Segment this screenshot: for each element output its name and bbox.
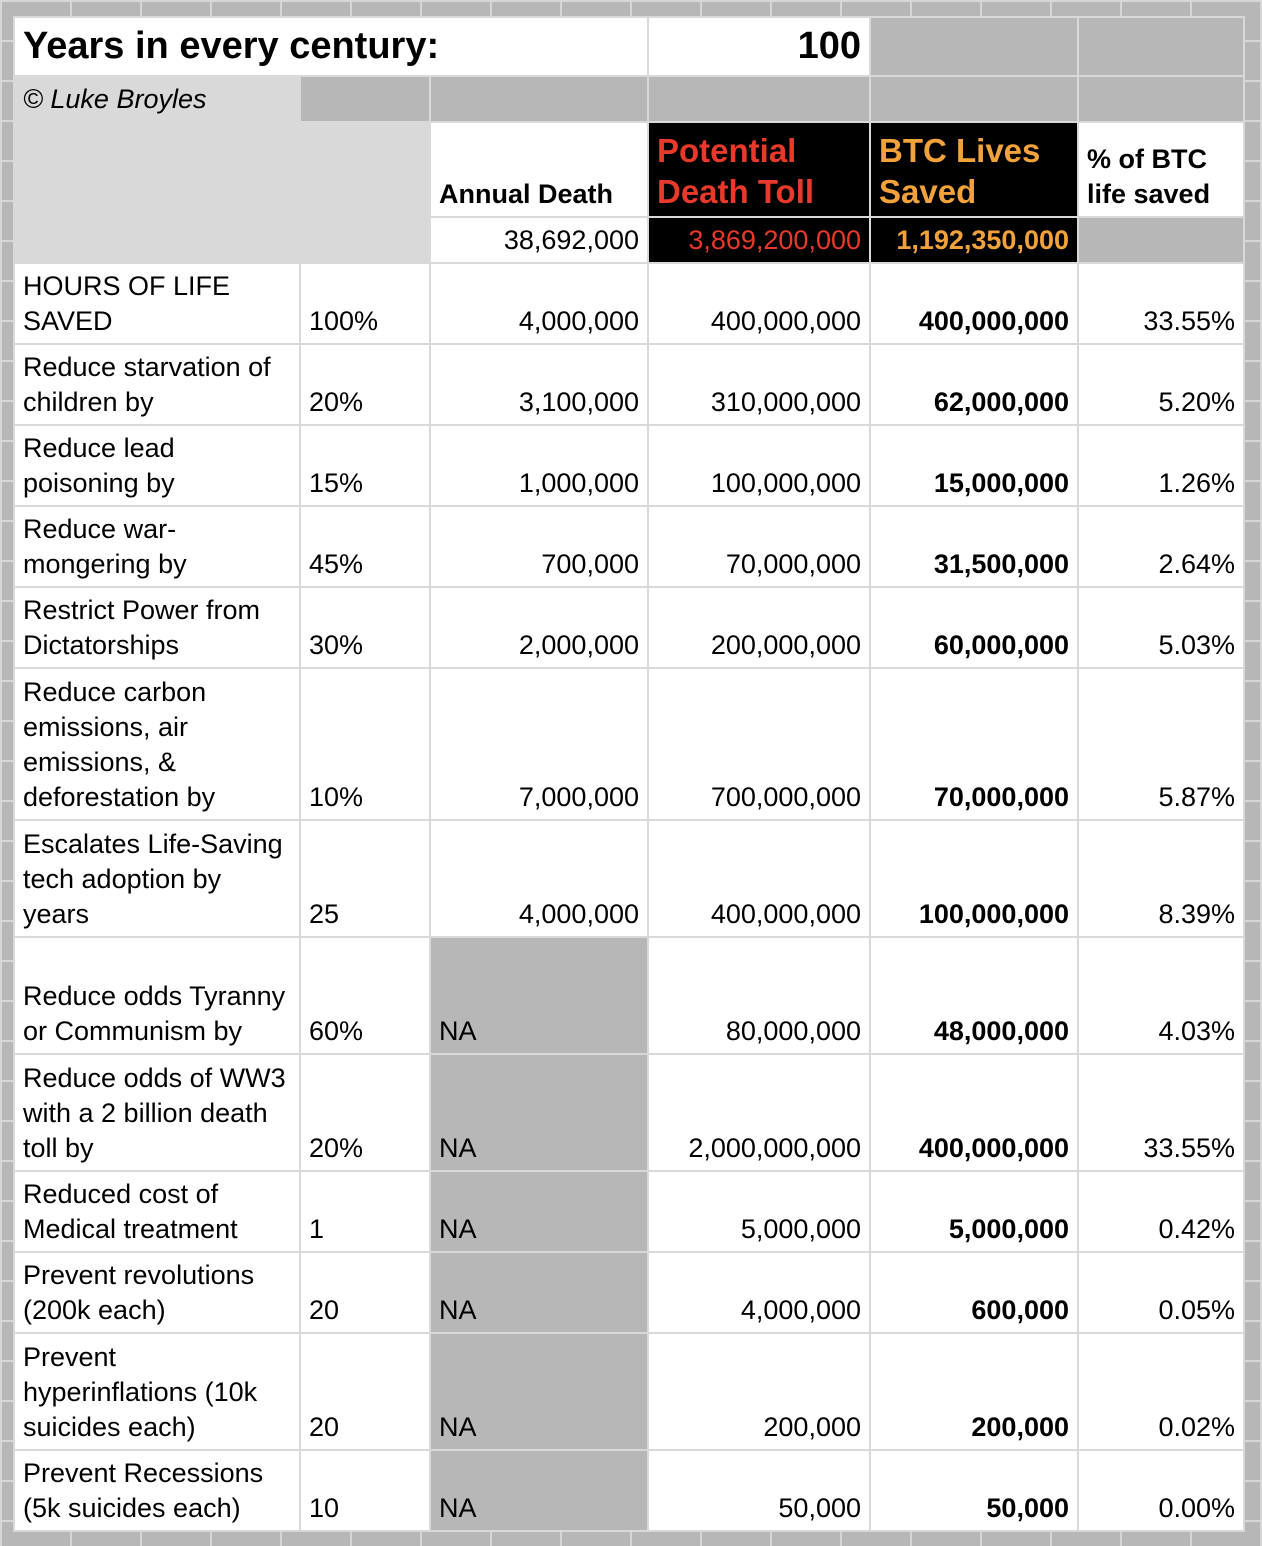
row-label-cell[interactable]: Prevent Recessions (5k suicides each) <box>14 1450 300 1531</box>
empty-cell[interactable] <box>1078 217 1244 263</box>
empty-cell[interactable] <box>300 217 430 263</box>
empty-cell[interactable] <box>430 76 648 122</box>
row-potential-death-cell[interactable]: 400,000,000 <box>648 263 870 344</box>
row-factor-cell[interactable]: 100% <box>300 263 430 344</box>
row-potential-death-cell[interactable]: 310,000,000 <box>648 344 870 425</box>
row-potential-death-cell[interactable]: 400,000,000 <box>648 820 870 937</box>
empty-cell[interactable] <box>300 76 430 122</box>
row-pct-cell[interactable]: 0.02% <box>1078 1333 1244 1450</box>
row-potential-death-cell[interactable]: 200,000,000 <box>648 587 870 668</box>
total-btc-lives-saved[interactable]: 1,192,350,000 <box>870 217 1078 263</box>
row-factor-cell[interactable]: 1 <box>300 1171 430 1252</box>
row-pct-cell[interactable]: 0.42% <box>1078 1171 1244 1252</box>
lives-saved-table <box>13 16 1245 1532</box>
row-annual-death-cell[interactable]: 700,000 <box>430 506 648 587</box>
row-btc-saved-cell[interactable]: 100,000,000 <box>870 820 1078 937</box>
row-pct-cell[interactable]: 33.55% <box>1078 1054 1244 1171</box>
row-annual-death-cell[interactable]: 4,000,000 <box>430 820 648 937</box>
row-btc-saved-cell[interactable]: 62,000,000 <box>870 344 1078 425</box>
credit-cell[interactable]: © Luke Broyles <box>14 76 300 122</box>
row-btc-saved-cell[interactable]: 600,000 <box>870 1252 1078 1333</box>
table-row <box>14 1054 1244 1171</box>
row-pct-cell[interactable]: 8.39% <box>1078 820 1244 937</box>
row-factor-cell[interactable]: 20 <box>300 1252 430 1333</box>
row-btc-saved-cell[interactable]: 200,000 <box>870 1333 1078 1450</box>
row-label-cell[interactable]: Reduce lead poisoning by <box>14 425 300 506</box>
row-annual-death-cell[interactable]: 1,000,000 <box>430 425 648 506</box>
row-annual-na-cell[interactable]: NA <box>430 937 648 1054</box>
header-pct-btc-life-saved[interactable]: % of BTC life saved <box>1078 122 1244 217</box>
row-label-cell[interactable]: Restrict Power from Dictatorships <box>14 587 300 668</box>
row-pct-cell[interactable]: 2.64% <box>1078 506 1244 587</box>
row-btc-saved-cell[interactable]: 60,000,000 <box>870 587 1078 668</box>
years-value-cell[interactable]: 100 <box>648 17 870 76</box>
table-row <box>14 668 1244 820</box>
row-potential-death-cell[interactable]: 4,000,000 <box>648 1252 870 1333</box>
row-factor-cell[interactable]: 20 <box>300 1333 430 1450</box>
row-factor-cell[interactable]: 20% <box>300 1054 430 1171</box>
row-label-cell[interactable]: Reduce odds of WW3 with a 2 billion death toll by <box>14 1054 300 1171</box>
empty-cell[interactable] <box>1078 76 1244 122</box>
row-btc-saved-cell[interactable]: 70,000,000 <box>870 668 1078 820</box>
row-pct-cell[interactable]: 4.03% <box>1078 937 1244 1054</box>
table-row <box>14 1450 1244 1531</box>
empty-cell[interactable] <box>648 76 870 122</box>
row-pct-cell[interactable]: 0.05% <box>1078 1252 1244 1333</box>
row-factor-cell[interactable]: 60% <box>300 937 430 1054</box>
table-row <box>14 587 1244 668</box>
row-factor-cell[interactable]: 45% <box>300 506 430 587</box>
row-pct-cell[interactable]: 5.87% <box>1078 668 1244 820</box>
row-annual-death-cell[interactable]: 2,000,000 <box>430 587 648 668</box>
row-label-cell[interactable]: Reduce odds Tyranny or Communism by <box>14 937 300 1054</box>
row-label-cell[interactable]: Reduce carbon emissions, air emissions, & deforestation by <box>14 668 300 820</box>
row-label-cell[interactable]: Prevent revolutions (200k each) <box>14 1252 300 1333</box>
row-annual-death-cell[interactable]: 7,000,000 <box>430 668 648 820</box>
row-pct-cell[interactable]: 33.55% <box>1078 263 1244 344</box>
row-label-cell[interactable]: Escalates Life-Saving tech adoption by years <box>14 820 300 937</box>
row-factor-cell[interactable]: 10 <box>300 1450 430 1531</box>
total-potential-death-toll[interactable]: 3,869,200,000 <box>648 217 870 263</box>
row-potential-death-cell[interactable]: 70,000,000 <box>648 506 870 587</box>
table-row <box>14 506 1244 587</box>
row-pct-cell[interactable]: 5.20% <box>1078 344 1244 425</box>
empty-cell[interactable] <box>1078 17 1244 76</box>
row-btc-saved-cell[interactable]: 50,000 <box>870 1450 1078 1531</box>
row-pct-cell[interactable]: 0.00% <box>1078 1450 1244 1531</box>
row-annual-na-cell[interactable]: NA <box>430 1171 648 1252</box>
empty-cell[interactable] <box>870 76 1078 122</box>
row-potential-death-cell[interactable]: 2,000,000,000 <box>648 1054 870 1171</box>
row-label-cell[interactable]: Reduced cost of Medical treatment <box>14 1171 300 1252</box>
row-btc-saved-cell[interactable]: 48,000,000 <box>870 937 1078 1054</box>
table-row <box>14 1171 1244 1252</box>
row-pct-cell[interactable]: 5.03% <box>1078 587 1244 668</box>
row-pct-cell[interactable]: 1.26% <box>1078 425 1244 506</box>
total-annual-death[interactable]: 38,692,000 <box>430 217 648 263</box>
empty-cell[interactable] <box>14 217 300 263</box>
header-potential-death-toll[interactable]: Potential Death Toll <box>648 122 870 217</box>
row-factor-cell[interactable]: 15% <box>300 425 430 506</box>
row-potential-death-cell[interactable]: 100,000,000 <box>648 425 870 506</box>
row-annual-na-cell[interactable]: NA <box>430 1333 648 1450</box>
row-factor-cell[interactable]: 10% <box>300 668 430 820</box>
table-row <box>14 344 1244 425</box>
row-btc-saved-cell[interactable]: 400,000,000 <box>870 263 1078 344</box>
row-potential-death-cell[interactable]: 200,000 <box>648 1333 870 1450</box>
row-btc-saved-cell[interactable]: 31,500,000 <box>870 506 1078 587</box>
table-row <box>14 1252 1244 1333</box>
years-label-cell[interactable]: Years in every century: <box>14 17 648 76</box>
table-row <box>14 425 1244 506</box>
row-annual-death-cell[interactable]: 4,000,000 <box>430 263 648 344</box>
row-factor-cell[interactable]: 20% <box>300 344 430 425</box>
row-potential-death-cell[interactable]: 700,000,000 <box>648 668 870 820</box>
row-potential-death-cell[interactable]: 5,000,000 <box>648 1171 870 1252</box>
header-annual-death[interactable]: Annual Death <box>430 122 648 217</box>
header-btc-lives-saved[interactable]: BTC Lives Saved <box>870 122 1078 217</box>
row-annual-na-cell[interactable]: NA <box>430 1252 648 1333</box>
empty-cell[interactable] <box>14 122 300 217</box>
table-row <box>14 820 1244 937</box>
table-row <box>14 1333 1244 1450</box>
empty-cell[interactable] <box>300 122 430 217</box>
table-row <box>14 263 1244 344</box>
row-annual-na-cell[interactable]: NA <box>430 1054 648 1171</box>
row-annual-death-cell[interactable]: 3,100,000 <box>430 344 648 425</box>
row-label-cell[interactable]: Reduce war-mongering by <box>14 506 300 587</box>
row-potential-death-cell[interactable]: 80,000,000 <box>648 937 870 1054</box>
row-btc-saved-cell[interactable]: 5,000,000 <box>870 1171 1078 1252</box>
row-potential-death-cell[interactable]: 50,000 <box>648 1450 870 1531</box>
row-factor-cell[interactable]: 30% <box>300 587 430 668</box>
row-btc-saved-cell[interactable]: 15,000,000 <box>870 425 1078 506</box>
row-label-cell[interactable]: Prevent hyperinflations (10k suicides each) <box>14 1333 300 1450</box>
row-label-cell[interactable]: Reduce starvation of children by <box>14 344 300 425</box>
row-btc-saved-cell[interactable]: 400,000,000 <box>870 1054 1078 1171</box>
empty-cell[interactable] <box>870 17 1078 76</box>
row-factor-cell[interactable]: 25 <box>300 820 430 937</box>
row-annual-na-cell[interactable]: NA <box>430 1450 648 1531</box>
table-row <box>14 937 1244 1054</box>
row-label-cell[interactable]: HOURS OF LIFE SAVED <box>14 263 300 344</box>
